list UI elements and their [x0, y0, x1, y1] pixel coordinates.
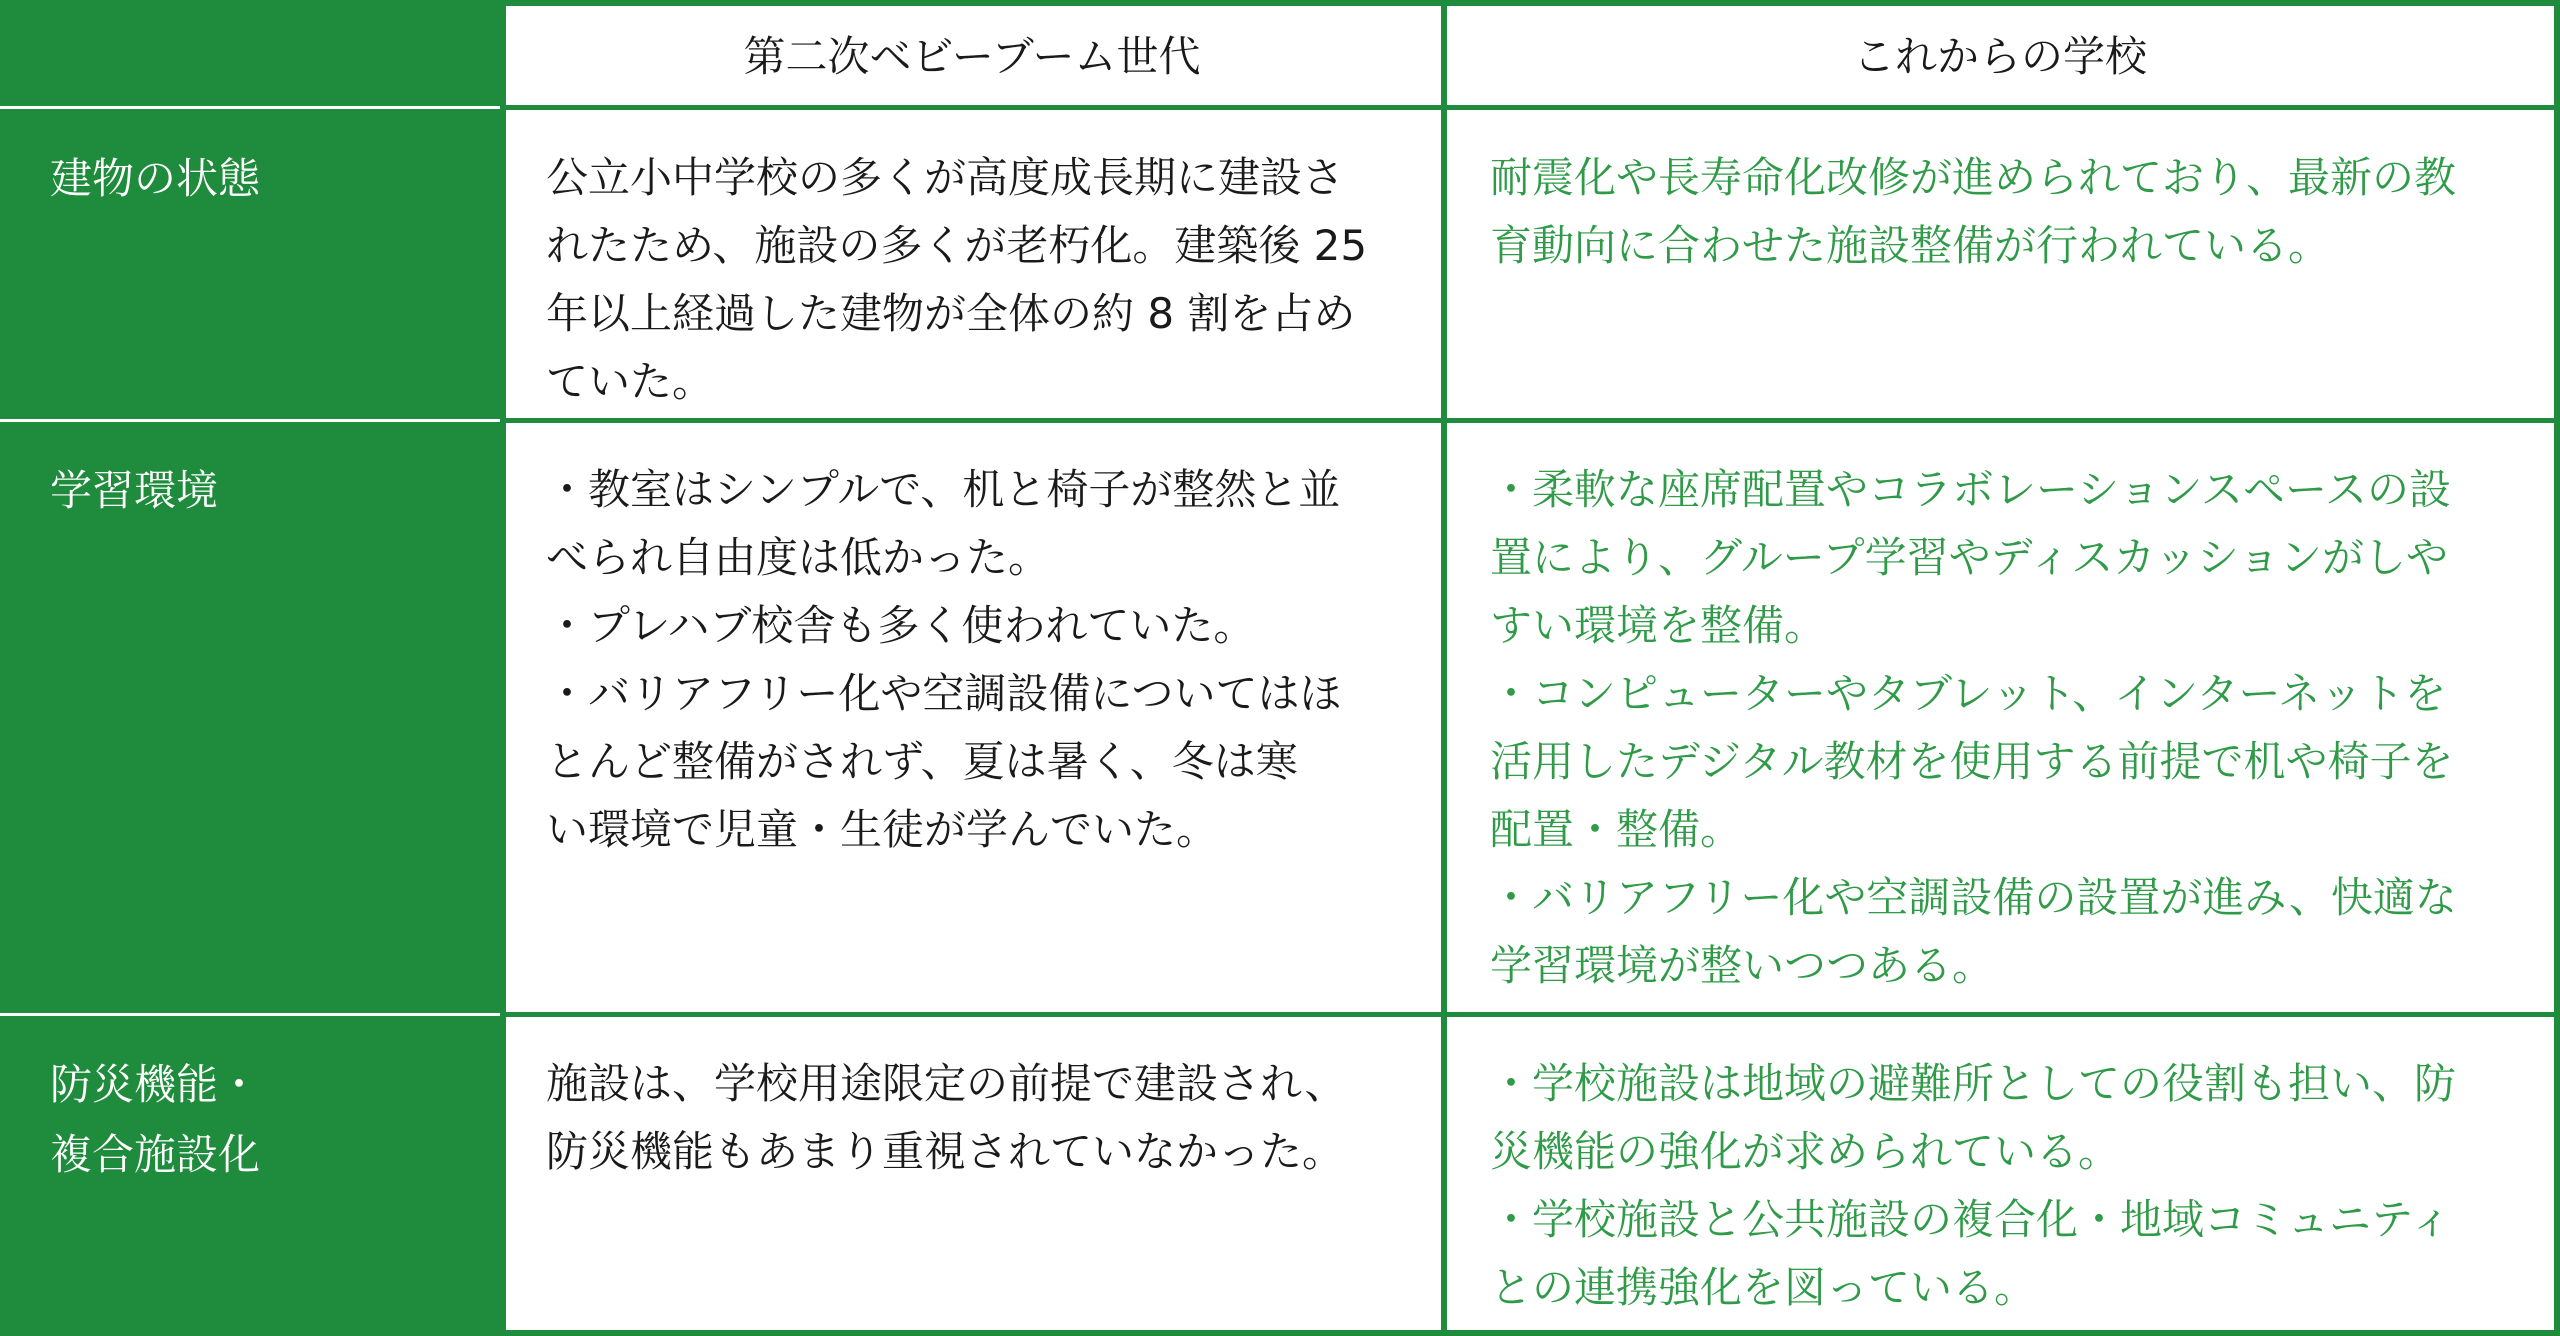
text-line: い環境で児童・生徒が学んでいた。	[546, 805, 1219, 854]
row-label-line: 建物の状態	[50, 154, 261, 203]
frame-bottom	[0, 1330, 2560, 1336]
text-line: 育動向に合わせた施設整備が行われている。	[1490, 221, 2331, 270]
text-line: すい環境を整備。	[1490, 601, 1827, 650]
text-line: 年以上経過した建物が全体の約 8 割を占め	[546, 289, 1356, 338]
cell-past-learning-environment	[502, 420, 1442, 1014]
text-line: 公立小中学校の多くが高度成長期に建設さ	[546, 153, 1345, 202]
row-label-disaster-prevention	[0, 1014, 502, 1336]
text-line: ・プレハブ校舎も多く使われていた。	[546, 601, 1256, 650]
text-line: ていた。	[546, 357, 715, 406]
text-line: 配置・整備。	[1490, 805, 1743, 854]
frame-top	[0, 0, 2560, 6]
cell-future-disaster-prevention	[1446, 1014, 2554, 1330]
text-line: ・バリアフリー化や空調設備についてはほ	[546, 669, 1342, 718]
text-line: 学習環境が整いつつある。	[1490, 941, 1995, 990]
row-label-line: 学習環境	[50, 466, 219, 515]
cell-past-disaster-prevention	[502, 1014, 1442, 1330]
header-future-label: これからの学校	[1852, 32, 2147, 81]
row-label-building	[0, 108, 502, 420]
label-divider-header	[0, 106, 500, 109]
text-line: ・学校施設と公共施設の複合化・地域コミュニティ	[1490, 1195, 2452, 1244]
divider-left	[500, 0, 506, 1336]
divider-middle	[1441, 0, 1447, 1336]
text-line: ・柔軟な座席配置やコラボレーションスペースの設	[1490, 465, 2451, 514]
text-line: ・学校施設は地域の避難所としての役割も担い、防	[1490, 1059, 2457, 1108]
text-line: べられ自由度は低かった。	[546, 533, 1051, 582]
text-line: 施設は、学校用途限定の前提で建設され、	[546, 1059, 1347, 1108]
header-future-school	[1446, 6, 2554, 108]
text-line: 活用したデジタル教材を使用する前提で机や椅子を	[1490, 737, 2454, 786]
divider-row-1	[502, 418, 2554, 423]
text-line: とんど整備がされず、夏は暑く、冬は寒	[546, 737, 1298, 786]
text-line: 災機能の強化が求められている。	[1490, 1127, 2121, 1176]
divider-row-2	[502, 1012, 2554, 1017]
header-past-generation	[502, 6, 1442, 108]
text-line: ・コンピューターやタブレット、インターネットを	[1490, 669, 2447, 718]
cell-future-building	[1446, 108, 2554, 420]
divider-header	[502, 105, 2554, 110]
text-line: 防災機能もあまり重視されていなかった。	[546, 1127, 1345, 1176]
text-line: 置により、グループ学習やディスカッションがしや	[1490, 533, 2449, 582]
label-divider-row-2	[0, 1013, 500, 1016]
text-line: との連携強化を図っている。	[1490, 1263, 2037, 1312]
frame-right	[2554, 0, 2560, 1336]
label-divider-row-1	[0, 419, 500, 422]
row-label-line: 複合施設化	[50, 1130, 261, 1179]
text-line: れたため、施設の多くが老朽化。建築後 25	[546, 221, 1368, 270]
text-line: 耐震化や長寿命化改修が進められており、最新の教	[1490, 153, 2457, 202]
cell-past-building	[502, 108, 1442, 420]
header-past-label: 第二次ベビーブーム世代	[743, 32, 1201, 81]
text-line: ・バリアフリー化や空調設備の設置が進み、快適な	[1490, 873, 2457, 922]
text-line: ・教室はシンプルで、机と椅子が整然と並	[546, 465, 1341, 514]
row-label-learning-environment	[0, 420, 502, 1014]
cell-future-learning-environment	[1446, 420, 2554, 1014]
row-label-line: 防災機能・	[50, 1060, 261, 1109]
